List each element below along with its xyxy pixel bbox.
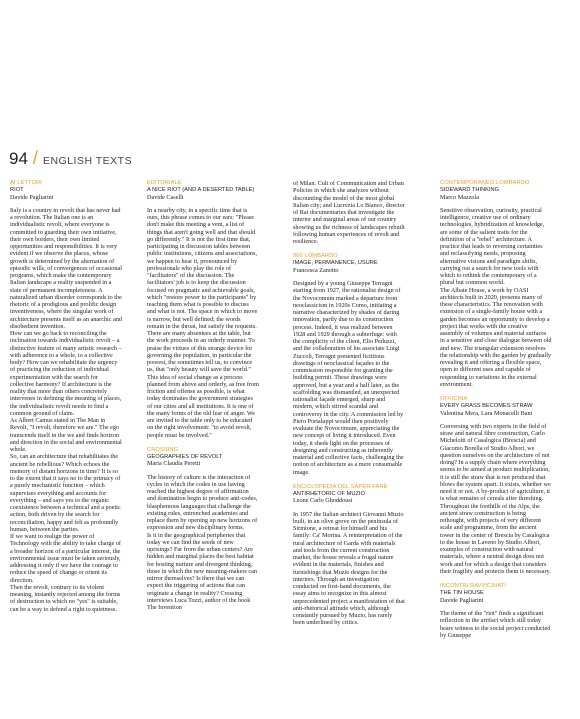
article-block — [440, 396, 552, 575]
body-paragraph: In a nearby city, in a specific time that is ours, this phrase comes to our ears: "Please don't make this meeting a vent, a list of things that aren't going well and that should go differently." It is not the first time that, participating in discussion tables between public institutions, citizens and associations, we happen to hear it, pronounced by professionals who play the role of "facilitators" of the discussion. The facilitators' job is to keep the discussion focused on pragmatic and achievable goals, which "restore power to the participants" by teaching them what is possible to discuss and what is not. The space in which to move is narrow, but well defined; the words remain in the throat, but satisfy the requests. There are many absentees at the table, but the work proceeds in an orderly manner. To praise the virtues of this strange device for governing the population, in particular the poorest, the sometimes tell us, to convince us, that "only beauty will save the world." — [147, 206, 258, 374]
article-title: IMAGE, PERMANENCE, USURE — [293, 260, 378, 267]
article-author: Maria Claudia Peretti — [147, 460, 201, 468]
body-paragraph: As Albert Camus stated in The Man in Revolt, "I revolt, therefore we are." The ego transcends itself in the we and finds horizon and direction in the social and environmental whole. — [10, 417, 122, 454]
article-block — [440, 180, 552, 388]
body-paragraph: The history of culture is the interaction of cycles in which the codes in use having reached the highest degree of affirmation and domination begin to produce anti-codes, blasphemous languages that challenge the existing rules, entrenched academies and replace them by opening up new horizons of expression and new disciplinary forms. — [147, 473, 258, 532]
body-paragraph: Then the revolt, contrary to its violent meaning, instantly rejected among the forms of destruction to which no "yes" is suitable, can be a way to defend a right to quietness. — [10, 583, 121, 613]
section-heading: ENCICLOPEDIA DEL SAPER FARE — [293, 483, 388, 490]
section-heading: CONTEMPORANEO LOMBARDO — [440, 180, 530, 186]
section-heading: CROSSING — [147, 446, 179, 453]
article-title: A NICE RIOT (AND A DESERTED TABLE) — [147, 186, 255, 193]
body-paragraph: If we want to realign the power of Technology with the ability to take charge of a broader horizon of a particular interest, the environmental issue must be taken seriously, addressing it only if we have the courage to reduce the speed of change or orient its direction. — [10, 533, 121, 584]
text-column-3 — [293, 180, 405, 719]
page-number: 94 — [9, 149, 28, 168]
body-paragraph: Italy is a country in revolt that has never had a revolution. The Italian one is an individualistic revolt, where everyone is committed to guarding their own initiative, their own borders, their own limited opportunities and responsibilities. It is very evident if we observe the places, whose growth is determined by the alternation of episodic wills, of convergences of occasional programs, which make the contemporary Italian landscape a reality suspended in a state of permanent incompleteness. A naturalized urban disorder corresponds to the rhetoric of a prodigious and prolific design inventiveness, where the singular work of architecture presents itself as an anarchic and disobedient invention. — [10, 206, 122, 330]
body-paragraph: So, can an architecture that rehabilitates the ancient be rebellious? Which echoes the memory of distant horizons in time? It is so to the extent that it says no to the primacy of a purely mechanistic function – which supervises everything and accounts for everything – and says yes to the organic coexistence between a technical and a poetic action, both driven by the search for reconciliation, happy and felt as profoundly human, between the parties. — [10, 453, 121, 533]
article-author: Davide Pagliarini — [10, 193, 54, 201]
text-column-1 — [10, 180, 122, 719]
body-paragraph: Is it in the geographical peripheries that today we can find the seeds of new uprisings? Far from the urban centers? Are hidden and marginal places the best habitat for hosting nurture and divergent thinking, those in which the new meaning-makers can mirror themselves? Is there that we can expect the triggering of actions that can originate a change in reality? Crossing interviews Luca Tozzi, author of the book The Invention — [147, 531, 257, 612]
section-title: ENGLISH TEXTS — [42, 155, 133, 167]
article-title: SIDEWARD THINKING — [440, 186, 500, 193]
article-author: Davide Pagliarini — [440, 596, 484, 604]
article-author: Leone Carlo Ghoddousi — [293, 497, 353, 505]
article-title: GEOGRAPHIES OF REVOLT — [147, 453, 223, 460]
header-separator: / — [32, 148, 38, 168]
article-block — [293, 180, 405, 245]
article-title: ANTIRHETORIC OF MUZIO — [293, 490, 365, 497]
section-heading: INCONTRI RAVVICINATI — [440, 583, 506, 590]
article-author: Marco Mazzola — [440, 193, 479, 201]
section-heading: AI LETTORI — [10, 180, 42, 186]
section-heading: OFFICINA — [440, 396, 468, 403]
body-paragraph: In 1957 the Italian architect Giovanni Muzio built, in an olive grove on the peninsula of Sirmione, a retreat for himself and his family: Ca' Morina. A reinterpretation of the rural architecture of Garda with materials and tools from the current construction market, the house reveals a frugal nature evident in the materials, finishes and furnishings that Muzio designs for the interiors. Through an investigation conducted on first-hand documents, the essay aims to recognize in this almost unprecedented project a manifestation of that anti-rhetorical attitude which, although constantly pursued by Muzio, has rarely been underlined by critics. — [293, 510, 405, 627]
article-author: Francesca Zanotto — [293, 266, 339, 274]
article-author: Davide Caselli — [147, 193, 184, 201]
article-title: EVERY GRASS BECOMES STRAW — [440, 402, 533, 409]
body-paragraph: How can we go back to reconciling the inclination towards individualistic revolt – a distinctive feature of many artistic research – with adherence to a whole, to a collective body? How can we rehabilitate the urgency of practicing the reduction of individual experimentation with the search for collective harmony? If architecture is the reality that more than others concretely intervenes in defining the meaning of places, the individualistic revolt needs to find a common ground of claim. — [10, 330, 122, 417]
article-title: THE TIN HOUSE — [440, 589, 484, 596]
section-heading: EDITORIALE — [147, 180, 182, 186]
body-paragraph: The theme of the "riot" finds a significant reflection in the artifact which still today bears witness to the social project conducted by Giuseppe — [440, 610, 551, 639]
article-title: RIOT — [10, 186, 24, 193]
body-paragraph: Designed by a young Giuseppe Terragni starting from 1927, the rationalist design of the Novocomum marked a departure from neoclassicism in 1920s Como, initiating a narrative characterized by shades of daring innovation, partly due to its construction process. Indeed, it was realized between 1928 and 1929 through a subterfuge: with the complicity of the client, Elio Peduzzi, and the collaboration of his associate Luigi Zuccoli, Terragni presented fictitious drawings of neoclassical façades to the commission responsible for granting the building permit. These drawings were approved, but a year and a half later, as the scaffolding was dismantled, an unexpected rationalist façade emerged, sharp and modern, which stirred scandal and controversy in the city. A commission led by Piero Portaluppi would then positively evaluate the Novocomum, appreciating the new concept of living it introduced. Even today, it sheds light on the processes of designing and constructing as inherently material and collective facts, challenging the notion of architecture as a mere consumable image. — [293, 280, 404, 476]
body-paragraph: Sensitive observation, curiosity, practical intelligence, creative use of ordinary technologies, hybridization of knowledge, are some of the salient traits for the definition of a "rebel" architecture. A practice that leads to reversing certainties and reclassifying needs, proposing alternative visions and paradigm shifts, carrying out a search for new tools with which to rethink the contemporary of a plural but common world. — [440, 206, 545, 287]
body-paragraph: Conversing with two experts in the field of straw and natural fibre construction, Carlo Michelotti of Casalogica (Brescia) and Giacomo Borella of Studio Albori, we question ourselves on the architecture of not doing? In a supply chain where everything seems to be aimed at product multiplication, it is still the straw that is not produced that blows the system apart. It exists, whether we need it or not. A by-product of agriculture, it is what remains of cereals after threshing. — [440, 422, 551, 503]
page-header — [9, 148, 132, 169]
article-author: Valentina Mera, Lara Monacelli Bani — [440, 409, 533, 417]
body-paragraph: The Albate House, a work by OASI architects built in 2020, presents many of these characteristics. The renovation with extension of a single-family house with a garden becomes an opportunity to develop a project that works with the creative assembly of volumes and material surfaces in a sensitive and close dialogue between old and new. The triangular extension resolves the relationship with the garden by gradually revealing it and offering a flexible space, open to different uses and capable of responding to variations in the external environment. — [440, 286, 552, 388]
body-paragraph: of Milan. Cult of Communication and Urban Policies in which she analyzes without discounting the model of the most global Italian city; and Lucrezia Lo Bianco, director of Rai documentaries that investigate the interior and marginal areas of our country showing us the richness of landscapes rebuilt following human experiences of revolt and resilience. — [293, 180, 405, 245]
text-column-2 — [147, 180, 259, 719]
article-block — [10, 180, 122, 613]
article-block — [147, 447, 259, 612]
body-paragraph: This idea of social change as a process planned from above and orderly, as free from friction and offense as possible, is what today dominates the government strategies of our cities and all institutions. It is one of the many forms of the old fear of anger. We are invited to the table only to be educated on the right involvement: "to avoid revolt, people must be involved." — [147, 373, 259, 439]
article-block — [293, 253, 405, 476]
article-block — [440, 583, 552, 639]
body-paragraph: Throughout the foothills of the Alps, the ancient straw construction is being rethought, with projects of very different scale and programme, from the ancient tower in the center of Brescia by Casalogica to the house in Laveno by Studio Albori, examples of construction with natural materials, where a neutral design does not work and for which a design that considers their fragility and protects them is necessary. — [440, 502, 551, 575]
section-heading: 900 LOMBARDO — [293, 253, 338, 260]
text-column-4 — [440, 180, 552, 719]
article-block — [293, 484, 405, 627]
article-block — [147, 180, 259, 439]
